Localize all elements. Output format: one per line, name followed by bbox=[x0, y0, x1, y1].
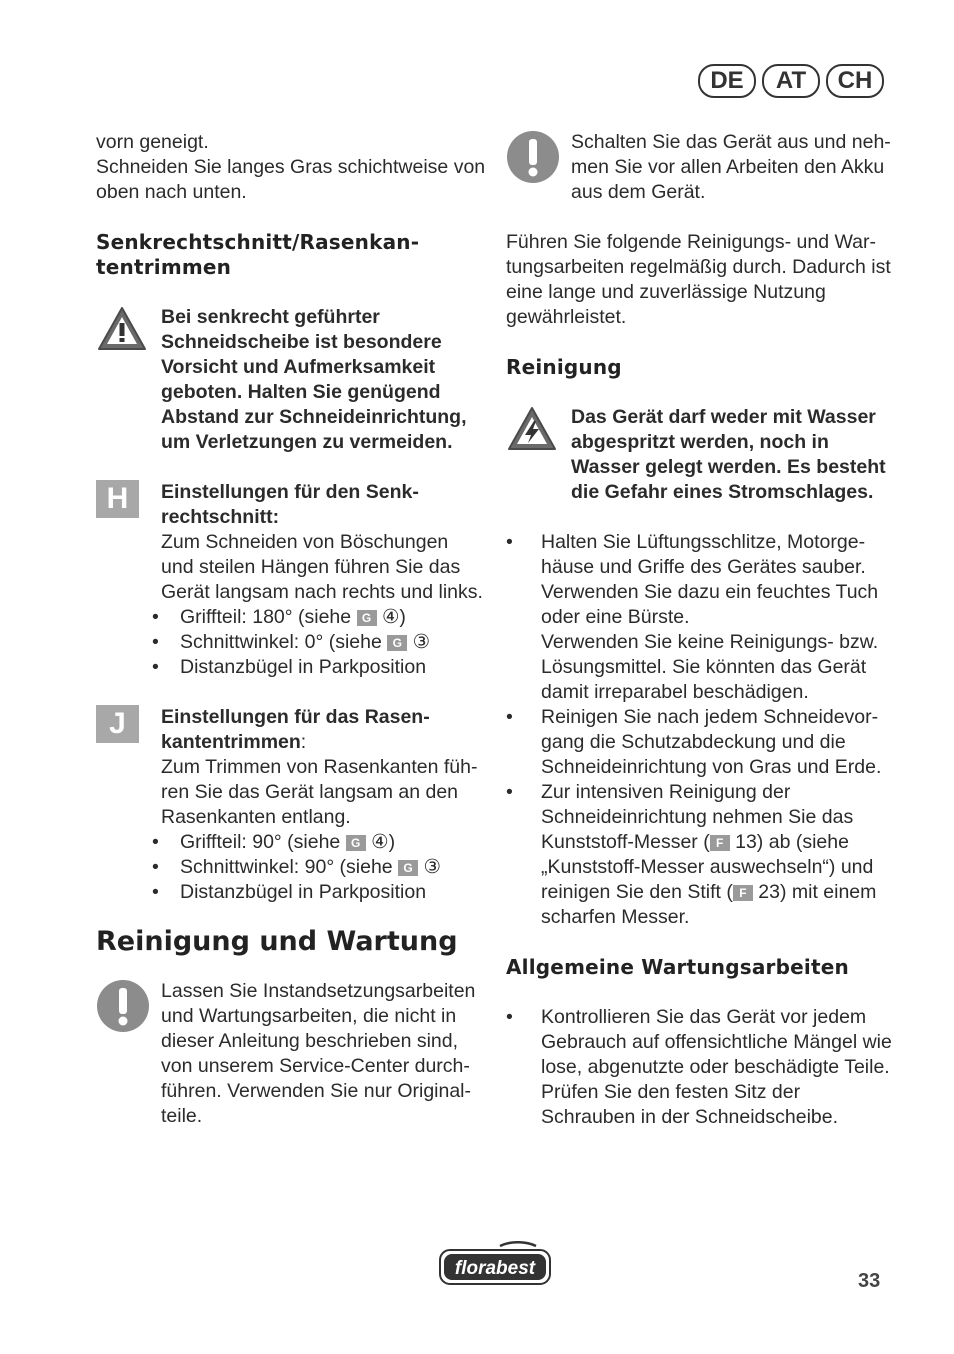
page-number: 33 bbox=[858, 1270, 881, 1292]
list-item: • Schnittwinkel: 0° (siehe G ③ bbox=[161, 630, 486, 655]
list-item: • Kontrollieren Sie das Gerät vor jedem Gebrauch auf offensichtliche Mängel wie lose, abgenutzte oder beschädigte Teile. Prüfen Sie den festen Sitz der Schrauben in der Schneidscheibe. bbox=[506, 1005, 896, 1130]
lang-badge-at: AT bbox=[762, 64, 820, 98]
list-item: • Griffteil: 90° (siehe G ④) bbox=[161, 830, 486, 855]
intro-line-2: Schneiden Sie langes Gras schichtweise von oben nach unten. bbox=[96, 156, 486, 203]
figure-letter-h: H bbox=[96, 480, 139, 518]
warning-electric-shock bbox=[506, 405, 896, 505]
language-badges bbox=[698, 64, 884, 98]
list-item: • Distanzbügel in Parkposition bbox=[161, 880, 486, 905]
notice-text-1: Lassen Sie Instandsetzungsarbeiten und Wartungsarbeiten, die nicht in dieser Anleitung beschrieben sind, von unserem Service-Center durchführen. Verwenden Sie nur Originalteile. bbox=[161, 980, 476, 1127]
list-item: • Reinigen Sie nach jedem Schneidevorgang die Schutzabdeckung und die Schneideinrichtung von Gras und Erde. bbox=[506, 705, 896, 780]
exclamation-icon bbox=[96, 979, 150, 1038]
figure-badge: G bbox=[398, 860, 418, 876]
exclamation-icon bbox=[506, 130, 560, 189]
notice-service bbox=[96, 979, 486, 1129]
settings-block-h bbox=[96, 480, 486, 680]
lang-badge-ch: CH bbox=[826, 64, 884, 98]
list-item: • Griffteil: 180° (siehe G ④) bbox=[161, 605, 486, 630]
settings-block-j bbox=[96, 705, 486, 905]
logo-text: florabest bbox=[454, 1258, 536, 1279]
j-block-text: Zum Trimmen von Rasenkanten führen Sie das Gerät langsam an den Rasenkanten entlang. bbox=[161, 756, 478, 828]
maintenance-list bbox=[506, 1005, 896, 1130]
cleaning-list bbox=[506, 530, 896, 930]
page-title-cleaning-maintenance: Reinigung und Wartung bbox=[96, 926, 458, 957]
list-item: • Halten Sie Lüftungsschlitze, Motorgehäuse und Griffe des Gerätes sauber. Verwenden Sie dazu ein feuchtes Tuch oder eine Bürste. Verwenden Sie keine Reinigungs- bzw. Lösungsmittel. Sie könnten das Gerät damit irreparabel beschädigen. bbox=[506, 530, 896, 705]
electric-warning-icon bbox=[506, 405, 558, 458]
h-block-title: Einstellungen für den Senkrechtschnitt: bbox=[161, 481, 419, 528]
figure-badge: F bbox=[710, 835, 730, 851]
j-block-list bbox=[161, 830, 486, 905]
warning-vertical-cut bbox=[96, 305, 486, 455]
left-column bbox=[96, 130, 486, 1129]
h-block-text: Zum Schneiden von Böschungen und steilen Hängen führen Sie das Gerät langsam nach rechts und links. bbox=[161, 531, 483, 603]
figure-badge: G bbox=[387, 635, 407, 651]
j-block-title: Einstellungen für das Rasenkantentrimmen bbox=[161, 706, 430, 753]
figure-badge: G bbox=[346, 835, 366, 851]
lang-badge-de: DE bbox=[698, 64, 756, 98]
list-item: • Schnittwinkel: 90° (siehe G ③ bbox=[161, 855, 486, 880]
h-block-list bbox=[161, 605, 486, 680]
j-block-title-line: Einstellungen für das Rasenkantentrimmen: bbox=[161, 706, 430, 753]
notice-remove-battery bbox=[506, 130, 896, 205]
section-title-cleaning: Reinigung bbox=[506, 355, 622, 379]
maintenance-intro: Führen Sie folgende Reinigungs- und Wartungsarbeiten regelmäßig durch. Dadurch ist eine lange und zuverlässige Nutzung gewährleistet. bbox=[506, 231, 891, 328]
list-item: • Zur intensiven Reinigung der Schneideinrichtung nehmen Sie das Kunststoff-Messer ( F 13) ab (siehe „Kunststoff-Messer auswechseln“) und reinigen Sie den Stift ( F 23) mit einem scharfen Messer. bbox=[506, 780, 896, 930]
brand-logo bbox=[438, 1240, 552, 1291]
figure-badge: G bbox=[357, 610, 377, 626]
figure-letter-j: J bbox=[96, 705, 139, 743]
notice-text-2: Schalten Sie das Gerät aus und nehmen Sie vor allen Arbeiten den Akku aus dem Gerät. bbox=[571, 131, 891, 203]
warning-triangle-icon bbox=[96, 305, 148, 358]
warning-text-1: Bei senkrecht geführter Schneidscheibe ist besondere Vorsicht und Aufmerksamkeit geboten. Halten Sie genügend Abstand zur Schneideinrichtung, um Verletzungen zu vermeiden. bbox=[161, 306, 467, 453]
figure-badge: F bbox=[733, 885, 753, 901]
section-title-general-maintenance: Allgemeine Wartungsarbeiten bbox=[506, 955, 849, 979]
warning-text-2: Das Gerät darf weder mit Wasser abgespritzt werden, noch in Wasser gelegt werden. Es besteht die Gefahr eines Stromschlages. bbox=[571, 406, 886, 503]
list-item: • Distanzbügel in Parkposition bbox=[161, 655, 486, 680]
intro-line-1: vorn geneigt. bbox=[96, 131, 209, 153]
right-column bbox=[506, 130, 896, 1130]
section-title-vertical-cut: Senkrechtschnitt/Rasenkantentrimmen bbox=[96, 230, 420, 279]
